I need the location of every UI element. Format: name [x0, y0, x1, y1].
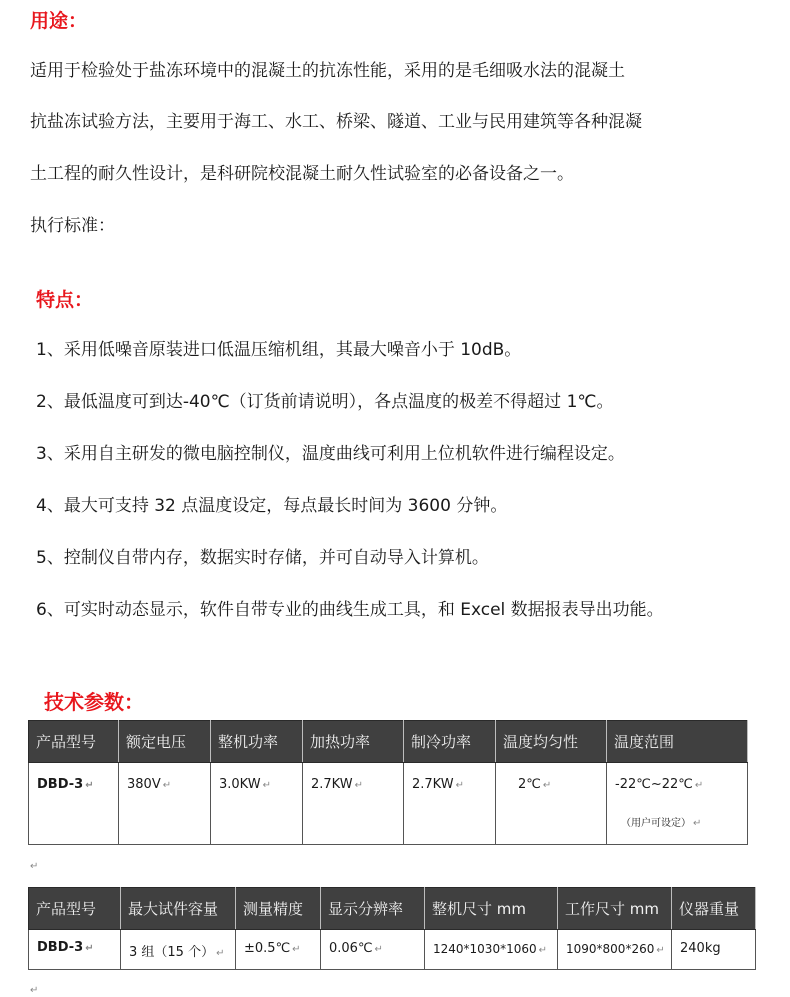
cell-mark: ↵: [85, 943, 94, 954]
table2-resolution-value: 0.06℃: [329, 941, 373, 956]
table2-machine-size-value: 1240*1030*1060: [433, 942, 537, 956]
table1-range-value: -22℃~22℃: [615, 777, 693, 792]
table2-cell-model: [29, 930, 121, 970]
cell-mark: ↵: [85, 780, 94, 791]
table2-cell-machine-size: [425, 930, 558, 970]
table2-header-work-size: 工作尺寸 mm: [558, 888, 672, 930]
table2-cell-work-size: [558, 930, 672, 970]
feature-item-6: 6、可实时动态显示，软件自带专业的曲线生成工具，和 Excel 数据报表导出功能。: [36, 600, 664, 620]
table2-header-capacity: 最大试件容量: [121, 888, 236, 930]
table2-header-model: 产品型号: [29, 888, 121, 930]
cell-mark: ↵: [292, 944, 301, 955]
paragraph-mark: ↵: [30, 861, 39, 872]
table2-header-weight: 仪器重量: [672, 888, 756, 930]
spec-table-1: [28, 720, 748, 845]
usage-line-1: 适用于检验处于盐冻环境中的混凝土的抗冻性能，采用的是毛细吸水法的混凝土: [30, 61, 625, 81]
usage-line-2: 抗盐冻试验方法，主要用于海工、水工、桥梁、隧道、工业与民用建筑等各种混凝: [30, 112, 642, 132]
table2-accuracy-value: ±0.5℃: [244, 941, 291, 956]
table1-cell-range: [607, 763, 748, 845]
feature-item-4: 4、最大可支持 32 点温度设定，每点最长时间为 3600 分钟。: [36, 496, 508, 516]
table-row: [29, 763, 748, 845]
table2-model-value: DBD-3: [37, 940, 84, 955]
table1-header-voltage: 额定电压: [119, 721, 211, 763]
table1-cooling-value: 2.7KW: [412, 777, 454, 792]
table1-header-range: 温度范围: [607, 721, 748, 763]
specs-heading: 技术参数：: [44, 690, 144, 714]
table1-header-model: 产品型号: [29, 721, 119, 763]
table1-range-note: [621, 814, 747, 829]
table1-cell-uniformity: [496, 763, 607, 845]
spec-table-2: [28, 887, 756, 970]
table1-header-uniformity: 温度均匀性: [496, 721, 607, 763]
table2-cell-weight: [672, 930, 756, 970]
table1-cell-model: [29, 763, 119, 845]
table1-cell-voltage: [119, 763, 211, 845]
cell-mark: ↵: [542, 780, 552, 791]
table2-cell-resolution: [321, 930, 425, 970]
table1-voltage-value: 380V: [127, 777, 161, 792]
cell-mark: ↵: [262, 780, 271, 791]
feature-item-3: 3、采用自主研发的微电脑控制仪，温度曲线可利用上位机软件进行编程设定。: [36, 444, 625, 464]
standard-label: 执行标准：: [30, 216, 115, 236]
paragraph-mark: ↵: [30, 985, 39, 996]
table1-cell-heating: [303, 763, 404, 845]
table2-cell-capacity: [121, 930, 236, 970]
cell-mark: ↵: [455, 780, 464, 791]
feature-item-2: 2、最低温度可到达-40℃（订货前请说明），各点温度的极差不得超过 1℃。: [36, 392, 614, 412]
table2-weight-value: 240kg: [680, 941, 721, 956]
table2-work-size-value: 1090*800*260: [566, 942, 655, 956]
table1-model-value: DBD-3: [37, 777, 84, 792]
cell-mark: ↵: [162, 780, 172, 791]
table-row: [29, 930, 756, 970]
spec-table-1-header-row: [29, 721, 748, 763]
table1-header-cooling: 制冷功率: [404, 721, 496, 763]
table2-header-resolution: 显示分辨率: [321, 888, 425, 930]
table1-note-text: （用户可设定）: [621, 818, 691, 829]
table2-header-machine-size: 整机尺寸 mm: [425, 888, 558, 930]
table1-header-heating: 加热功率: [303, 721, 404, 763]
usage-line-3: 土工程的耐久性设计，是科研院校混凝土耐久性试验室的必备设备之一。: [30, 164, 574, 184]
table1-uniformity-value: 2℃: [518, 777, 541, 792]
cell-mark: ↵: [538, 945, 548, 956]
table1-cell-power: [211, 763, 303, 845]
cell-mark: ↵: [374, 944, 383, 955]
cell-mark: ↵: [693, 818, 702, 829]
feature-item-5: 5、控制仪自带内存，数据实时存储，并可自动导入计算机。: [36, 548, 489, 568]
table1-cell-cooling: [404, 763, 496, 845]
table1-heating-value: 2.7KW: [311, 777, 353, 792]
table1-power-value: 3.0KW: [219, 777, 261, 792]
usage-heading: 用途：: [30, 10, 88, 32]
cell-mark: ↵: [656, 945, 665, 956]
table2-capacity-value: 3 组（15 个）: [129, 945, 215, 960]
cell-mark: ↵: [354, 780, 363, 791]
spec-table-2-header-row: [29, 888, 756, 930]
feature-item-1: 1、采用低噪音原装进口低温压缩机组，其最大噪音小于 10dB。: [36, 340, 522, 360]
cell-mark: ↵: [694, 780, 704, 791]
table1-header-power: 整机功率: [211, 721, 303, 763]
table2-cell-accuracy: [236, 930, 321, 970]
cell-mark: ↵: [216, 948, 225, 959]
features-heading: 特点：: [36, 289, 94, 311]
table2-header-accuracy: 测量精度: [236, 888, 321, 930]
